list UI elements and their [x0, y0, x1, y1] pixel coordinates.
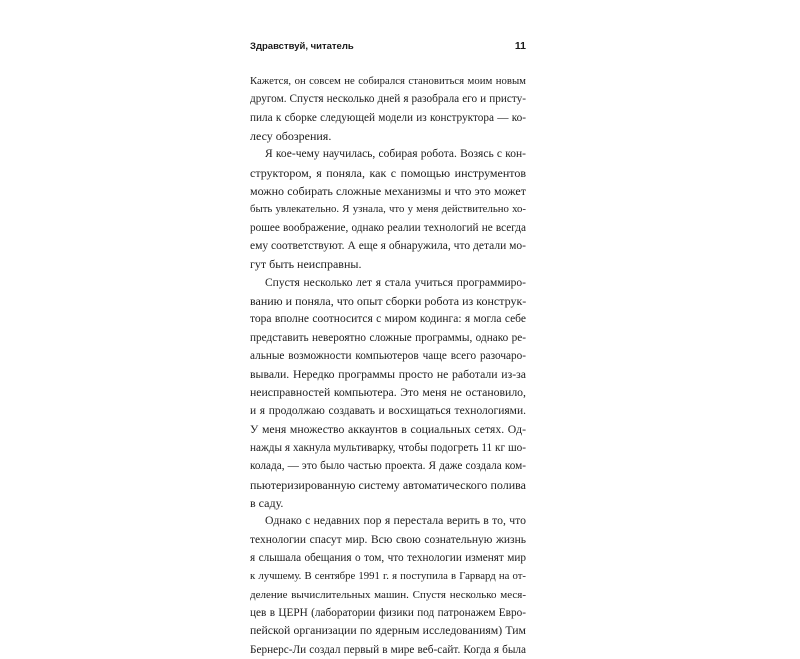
text-line: Однако с недавних пор я перестала верить в то, что — [265, 514, 526, 528]
text-line: цев в ЦЕРН (лаборатории физики под патронажем Евро- — [250, 606, 526, 619]
page-number: 11 — [514, 40, 526, 52]
text-line: можно собирать сложные механизмы и что это может — [250, 184, 526, 199]
text-line: нажды я хакнула мультиварку, чтобы подогреть 11 кг шо- — [250, 441, 526, 454]
text-line: к лучшему. В сентябре 1991 г. я поступила в Гарвард на от- — [250, 570, 526, 583]
text-line: пьютеризированную систему автоматического полива — [250, 477, 526, 492]
text-line: ему соответствуют. А еще я обнаружила, что детали мо- — [250, 240, 526, 253]
text-line: представить невероятно сложные программы, однако ре- — [250, 331, 526, 344]
text-line: рошее воображение, однако реалии технологий не всегда — [250, 221, 526, 234]
running-head — [250, 41, 526, 55]
text-line: У меня множество аккаунтов в социальных сетях. Од- — [250, 422, 526, 436]
text-line: Спустя несколько лет я стала учиться программиро- — [265, 276, 526, 289]
text-line: другом. Спустя несколько дней я разобрала его и присту- — [250, 93, 526, 106]
text-line: пила к сборке следующей модели из конструктора — ко- — [250, 111, 526, 124]
text-line: гут быть неисправны. — [250, 257, 362, 272]
text-line: в саду. — [250, 495, 284, 510]
text-line: тора вполне соотносится с миром кодинга: я могла себе — [250, 313, 526, 326]
text-line: я слышала обещания о том, что технологии изменят мир — [250, 551, 526, 564]
text-line: колада, — это было частью проекта. Я даже создала ком- — [250, 460, 526, 473]
text-line: Я кое-чему научилась, собирая робота. Возясь с кон- — [265, 148, 526, 161]
text-line: деление вычислительных машин. Спустя несколько меся- — [250, 588, 526, 601]
text-line: Бернерс-Ли создал первый в мире веб-сайт. Когда я была — [250, 643, 526, 656]
text-line: и я продолжаю создавать и восхищаться технологиями. — [250, 405, 526, 418]
text-line: быть увлекательно. Я узнала, что у меня действительно хо- — [250, 203, 526, 216]
text-line: Кажется, он совсем не собирался становиться моим новым — [250, 75, 526, 87]
body-text — [250, 72, 526, 659]
text-line: технологии спасут мир. Всю свою сознательную жизнь — [250, 533, 526, 546]
text-line: вывали. Нередко программы просто не работали из-за — [250, 367, 526, 381]
text-line: пейской организации по ядерным исследованиям) Тим — [250, 624, 526, 638]
text-line: альные возможности компьютеров чаще всего разочаро- — [250, 350, 526, 363]
text-line: лесу обозрения. — [250, 129, 332, 144]
text-line: неисправностей компьютера. Это меня не остановило, — [250, 385, 526, 399]
text-line: ванию и поняла, что опыт сборки робота из конструк- — [250, 294, 527, 309]
text-line: структором, я поняла, как с помощью инструментов — [250, 165, 526, 180]
running-title: Здравствуй, читатель — [250, 41, 354, 52]
